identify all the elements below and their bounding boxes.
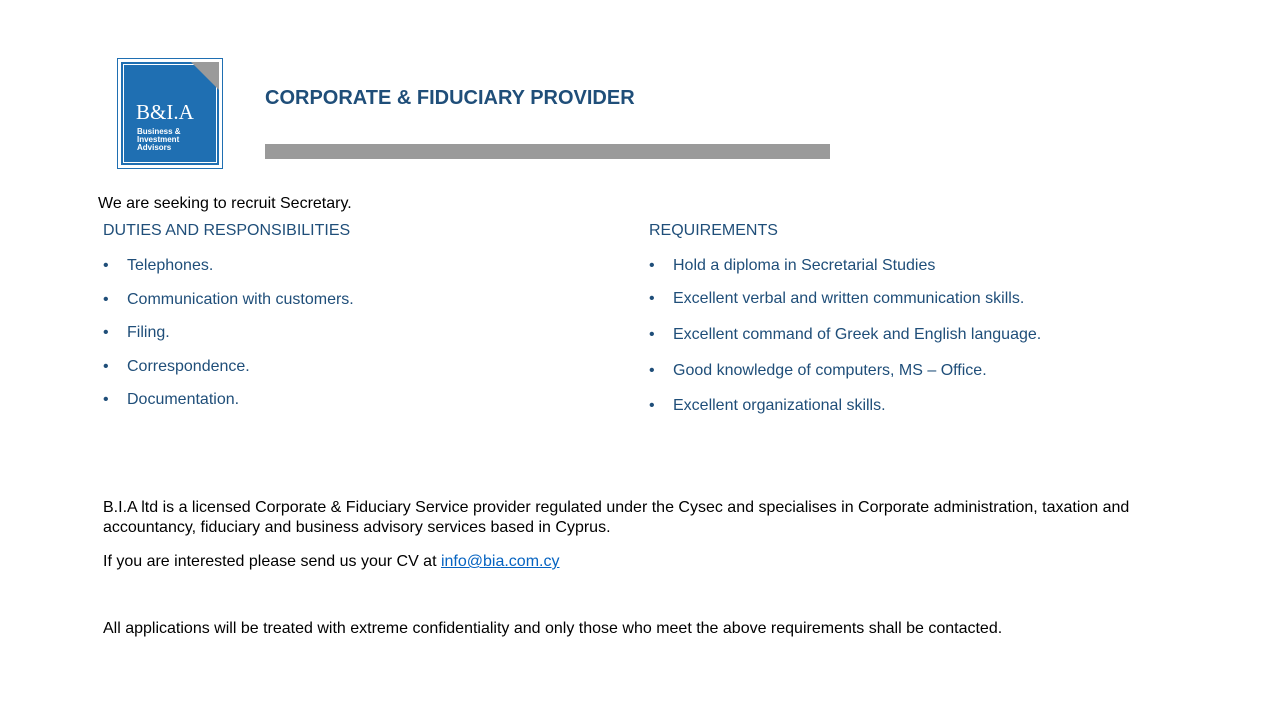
duty-item: • Telephones.	[103, 256, 354, 290]
about-paragraph: B.I.A ltd is a licensed Corporate & Fiduciary Service provider regulated under the Cysec and specialises in Corporate administration, taxation and accountancy, fiduciary and business advisory services based in Cyprus.	[103, 499, 1130, 536]
requirements-list	[649, 256, 1041, 416]
duties-heading: DUTIES AND RESPONSIBILITIES	[103, 222, 351, 239]
page-title: CORPORATE & FIDUCIARY PROVIDER	[265, 87, 635, 109]
contact-text: If you are interested please send us your CV at	[103, 553, 441, 570]
logo-line: Business &	[137, 127, 181, 136]
company-logo	[118, 59, 222, 168]
duty-item: • Filing.	[103, 323, 354, 357]
requirements-heading: REQUIREMENTS	[649, 222, 778, 239]
requirements-section	[649, 222, 1041, 416]
duty-item: • Documentation.	[103, 390, 354, 424]
logo-subtitle	[137, 128, 217, 152]
duties-section	[103, 222, 354, 424]
duties-list	[103, 256, 354, 424]
requirement-item: • Hold a diploma in Secretarial Studies	[649, 256, 1041, 289]
contact-paragraph	[103, 552, 559, 572]
logo-line: Investment	[137, 135, 180, 144]
logo-line: Advisors	[137, 143, 172, 152]
intro-text: We are seeking to recruit Secretary.	[98, 195, 352, 212]
title-divider-bar	[265, 144, 830, 159]
confidentiality-paragraph: All applications will be treated with extreme confidentiality and only those who meet the above requirements shall be contacted.	[103, 620, 1003, 637]
email-link[interactable]: info@bia.com.cy	[440, 553, 560, 570]
duty-item: • Communication with customers.	[103, 290, 354, 324]
duty-item: • Correspondence.	[103, 357, 354, 391]
logo-mark: B&I.A	[136, 100, 194, 124]
requirement-item: • Good knowledge of computers, MS – Office.	[649, 361, 1041, 396]
requirement-item: • Excellent organizational skills.	[649, 396, 1041, 416]
logo-corner-fold	[190, 61, 220, 91]
requirement-item: • Excellent verbal and written communication skills.	[649, 289, 1041, 325]
requirement-item: • Excellent command of Greek and English language.	[649, 325, 1041, 361]
